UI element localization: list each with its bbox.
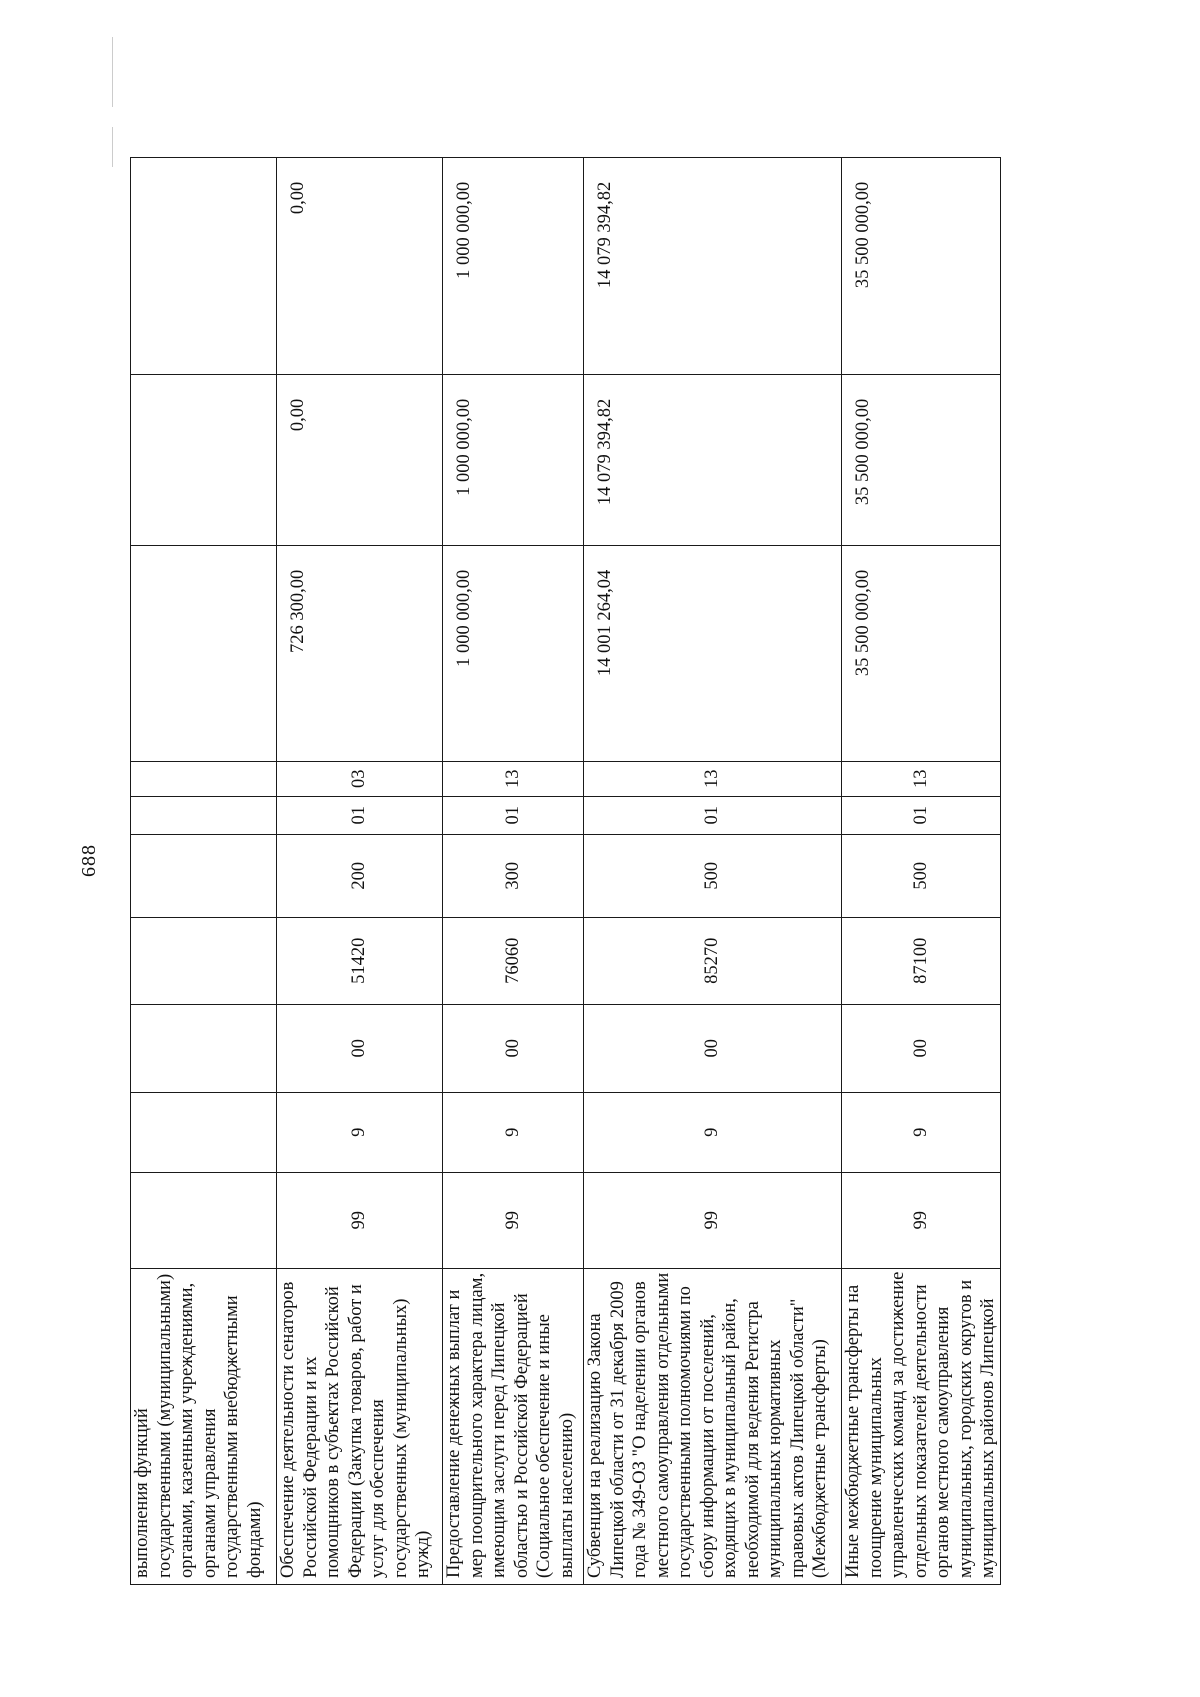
description-line: года № 349-ОЗ "О наделении органов: [630, 1281, 650, 1578]
description-line: местного самоуправления отдельными: [652, 1272, 673, 1578]
description-line: государственными внебюджетными: [222, 1295, 242, 1578]
amount-year-1-cell: 1 000 000,00: [443, 545, 584, 761]
description-text: [277, 1272, 435, 1578]
description-line: отдельных показателей деятельности: [910, 1284, 931, 1578]
description-line: услуг для обеспечения: [368, 1399, 388, 1578]
description-cell: [443, 1268, 584, 1584]
expense-type-cell: 200: [277, 834, 443, 917]
program-code-cell: 99: [842, 1172, 1001, 1268]
main-event-code-cell: 00: [443, 1004, 584, 1092]
section-code-cell: [131, 796, 277, 834]
description-cell: [842, 1268, 1001, 1584]
subsection-code-cell: 03: [277, 761, 443, 796]
description-line: Обеспечение деятельности сенаторов: [278, 1281, 298, 1578]
description-line: областью и Российской Федерацией: [511, 1293, 532, 1578]
expense-type-cell: 500: [842, 834, 1001, 917]
table-row: [277, 157, 443, 1584]
description-line: фондами): [244, 1501, 265, 1578]
description-line: муниципальных районов Липецкой: [978, 1298, 998, 1578]
table-row: [443, 157, 584, 1584]
expense-type-cell: 300: [443, 834, 584, 917]
subprogram-code-cell: 9: [584, 1092, 842, 1172]
subprogram-code-cell: 9: [277, 1092, 443, 1172]
program-code-cell: 99: [584, 1172, 842, 1268]
expense-type-cell: [131, 834, 277, 917]
amount-year-2-cell: 14 079 394,82: [584, 374, 842, 545]
description-line: государственных (муниципальных): [390, 1298, 411, 1578]
direction-code-cell: 51420: [277, 917, 443, 1004]
section-code-cell: 01: [842, 796, 1001, 834]
description-line: выполнения функций: [132, 1408, 152, 1578]
description-line: (Межбюджетные трансферты): [810, 1339, 830, 1578]
description-line: Федерации (Закупка товаров, работ и: [345, 1284, 366, 1578]
direction-code-cell: 76060: [443, 917, 584, 1004]
description-line: Липецкой области от 31 декабря 2009: [607, 1281, 628, 1578]
description-text: [443, 1272, 578, 1578]
amount-year-1-cell: 14 001 264,04: [584, 545, 842, 761]
subsection-code-cell: 13: [842, 761, 1001, 796]
description-line: органами управления: [199, 1408, 220, 1578]
direction-code-cell: 85270: [584, 917, 842, 1004]
amount-year-2-cell: 35 500 000,00: [842, 374, 1001, 545]
main-event-code-cell: 00: [277, 1004, 443, 1092]
program-code-cell: 99: [443, 1172, 584, 1268]
table-row: [842, 157, 1001, 1584]
main-event-code-cell: 00: [584, 1004, 842, 1092]
direction-code-cell: [131, 917, 277, 1004]
direction-code-cell: 87100: [842, 917, 1001, 1004]
amount-year-3-cell: 0,00: [277, 157, 443, 374]
amount-year-3-cell: 1 000 000,00: [443, 157, 584, 374]
page-number: 688: [78, 844, 100, 877]
description-text: [131, 1272, 266, 1578]
description-line: (Социальное обеспечение и иные: [534, 1314, 554, 1578]
description-line: мер поощрительного характера лицам,: [466, 1272, 487, 1578]
section-code-cell: 01: [277, 796, 443, 834]
description-line: входящих в муниципальный район,: [720, 1298, 740, 1578]
table-row: [131, 157, 277, 1584]
amount-year-3-cell: 14 079 394,82: [584, 157, 842, 374]
description-line: Иные межбюджетные трансферты на: [843, 1284, 863, 1578]
expense-type-cell: 500: [584, 834, 842, 917]
description-cell: [131, 1268, 277, 1584]
subprogram-code-cell: 9: [842, 1092, 1001, 1172]
description-line: муниципальных нормативных: [765, 1339, 785, 1578]
program-code-cell: [131, 1172, 277, 1268]
amount-year-2-cell: [131, 374, 277, 545]
budget-table: [130, 157, 1001, 1585]
description-line: сбору информации от поселений,: [697, 1314, 718, 1578]
subsection-code-cell: 13: [443, 761, 584, 796]
description-line: муниципальных, городских округов и: [955, 1279, 976, 1578]
amount-year-3-cell: [131, 157, 277, 374]
description-line: государственными полномочиями по: [675, 1286, 695, 1578]
description-line: органами, казенными учреждениями,: [177, 1282, 197, 1578]
description-line: выплаты населению): [556, 1412, 577, 1578]
description-line: Российской Федерации и их: [300, 1356, 321, 1578]
description-cell: [277, 1268, 443, 1584]
description-line: Субвенция на реализацию Закона: [585, 1313, 605, 1578]
description-line: необходимой для ведения Регистра: [742, 1301, 763, 1578]
table-row: [584, 157, 842, 1584]
amount-year-2-cell: 1 000 000,00: [443, 374, 584, 545]
description-line: государственными (муниципальными): [154, 1273, 175, 1578]
program-code-cell: 99: [277, 1172, 443, 1268]
subsection-code-cell: [131, 761, 277, 796]
description-line: правовых актов Липецкой области": [787, 1298, 808, 1578]
main-event-code-cell: [131, 1004, 277, 1092]
subprogram-code-cell: 9: [443, 1092, 584, 1172]
amount-year-3-cell: 35 500 000,00: [842, 157, 1001, 374]
scan-artifact: [112, 37, 113, 107]
description-line: Предоставление денежных выплат и: [444, 1289, 464, 1578]
description-cell: [584, 1268, 842, 1584]
subsection-code-cell: 13: [584, 761, 842, 796]
description-line: имеющим заслуги перед Липецкой: [489, 1302, 509, 1578]
section-code-cell: 01: [443, 796, 584, 834]
description-line: органов местного самоуправления: [933, 1306, 953, 1578]
description-line: управленческих команд за достижение: [888, 1271, 908, 1578]
amount-year-2-cell: 0,00: [277, 374, 443, 545]
description-text: [584, 1272, 832, 1578]
main-event-code-cell: 00: [842, 1004, 1001, 1092]
description-line: поощрение муниципальных: [865, 1357, 886, 1578]
subprogram-code-cell: [131, 1092, 277, 1172]
table-body: [131, 157, 1001, 1584]
amount-year-1-cell: 35 500 000,00: [842, 545, 1001, 761]
amount-year-1-cell: 726 300,00: [277, 545, 443, 761]
description-line: нужд): [413, 1530, 433, 1578]
amount-year-1-cell: [131, 545, 277, 761]
description-line: помощников в субъектах Российской: [323, 1286, 343, 1578]
description-text: [842, 1272, 1000, 1578]
scan-artifact: [112, 127, 113, 167]
section-code-cell: 01: [584, 796, 842, 834]
